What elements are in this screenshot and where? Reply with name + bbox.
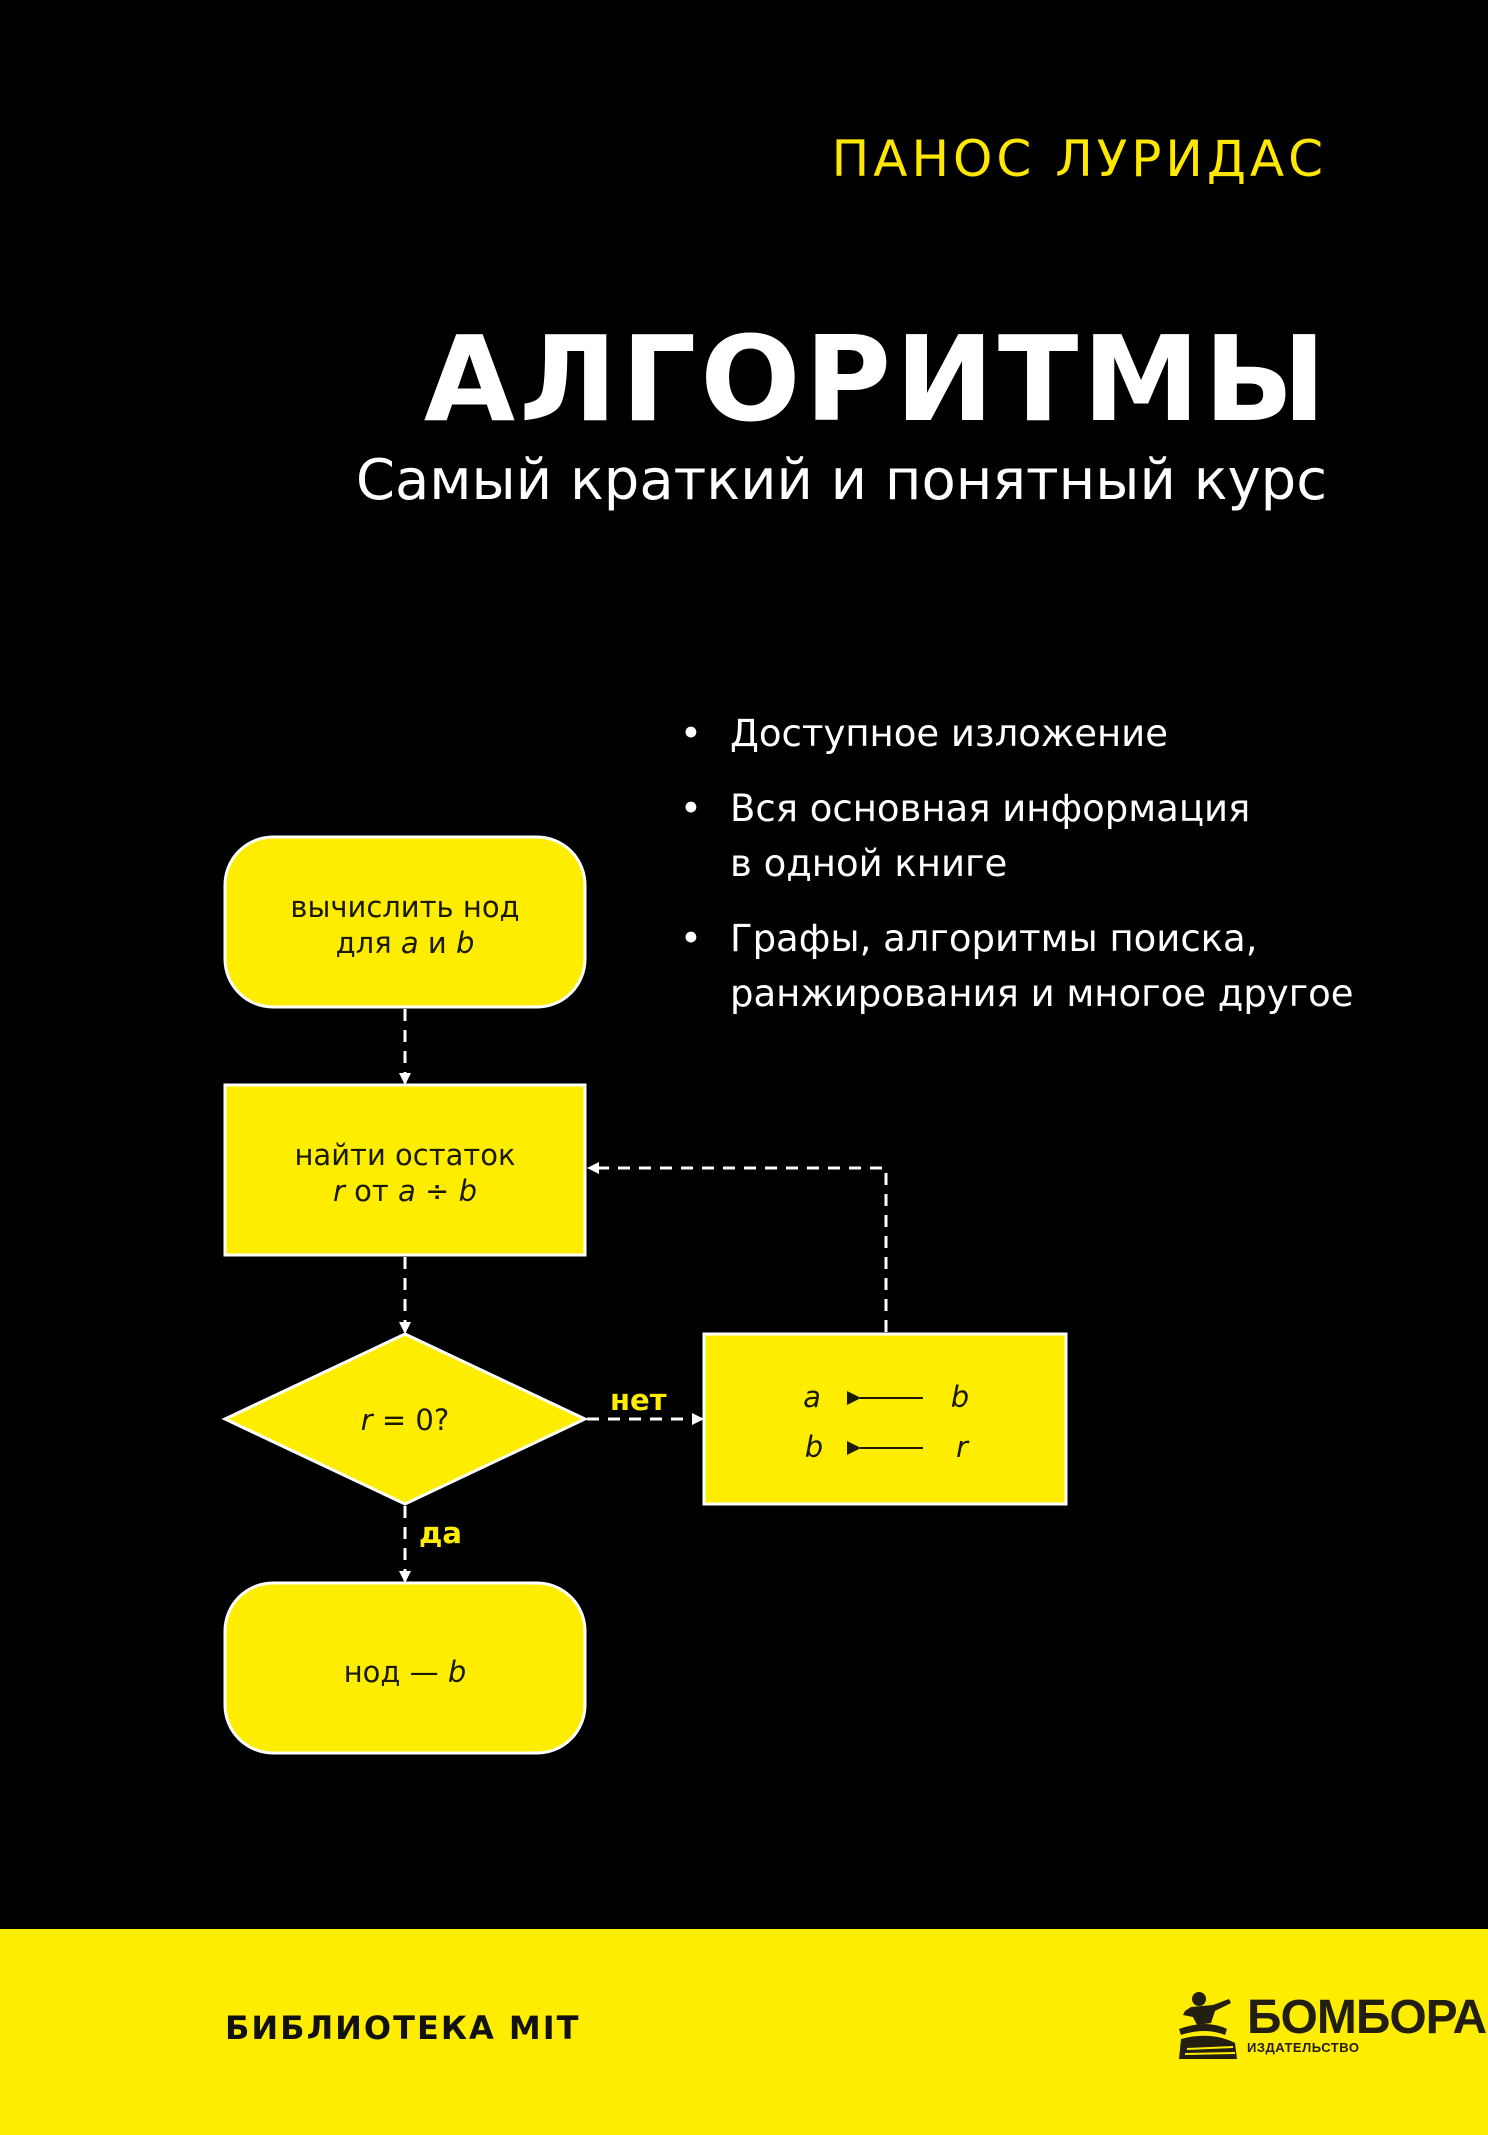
svg-text:b: b (804, 1430, 824, 1464)
feature-item: • Графы, алгоритмы поиска, ранжирования и многое другое (676, 911, 1354, 1021)
publisher-logo (1177, 1989, 1486, 2061)
bullet-icon: • (680, 787, 702, 830)
feature-item: • Доступное изложение (676, 706, 1354, 761)
svg-text:b: b (950, 1380, 970, 1414)
publisher-name: БОМБОРА (1247, 1990, 1487, 2044)
svg-text:r = 0?: r = 0? (360, 1403, 450, 1437)
svg-text:найти остаток: найти остаток (294, 1138, 516, 1172)
book-subtitle: Самый краткий и понятный курс (355, 448, 1327, 513)
svg-text:нод — b: нод — b (343, 1655, 467, 1689)
surfer-logo-icon (1177, 1989, 1241, 2061)
no-label: нет (610, 1383, 667, 1417)
yes-label: да (419, 1516, 462, 1550)
author-name: ПАНОС ЛУРИДАС (831, 130, 1327, 188)
svg-text:для a и b: для a и b (335, 926, 475, 960)
loop-arrow (589, 1168, 886, 1332)
bullet-icon: • (680, 917, 702, 960)
book-title: АЛГОРИТМЫ (423, 310, 1330, 448)
footer-band (0, 1929, 1488, 2135)
svg-text:r от a ÷ b: r от a ÷ b (333, 1174, 477, 1208)
swap-node (704, 1334, 1066, 1504)
bullet-icon: • (680, 712, 702, 755)
svg-text:r: r (956, 1430, 968, 1464)
svg-text:a: a (803, 1380, 821, 1414)
svg-text:вычислить нод: вычислить нод (290, 890, 520, 924)
publisher-subtitle: ИЗДАТЕЛЬСТВО (1247, 2039, 1360, 2055)
series-name: БИБЛИОТЕКА МIT (225, 2009, 581, 2047)
feature-item: • Вся основная информация в одной книге (676, 781, 1354, 891)
